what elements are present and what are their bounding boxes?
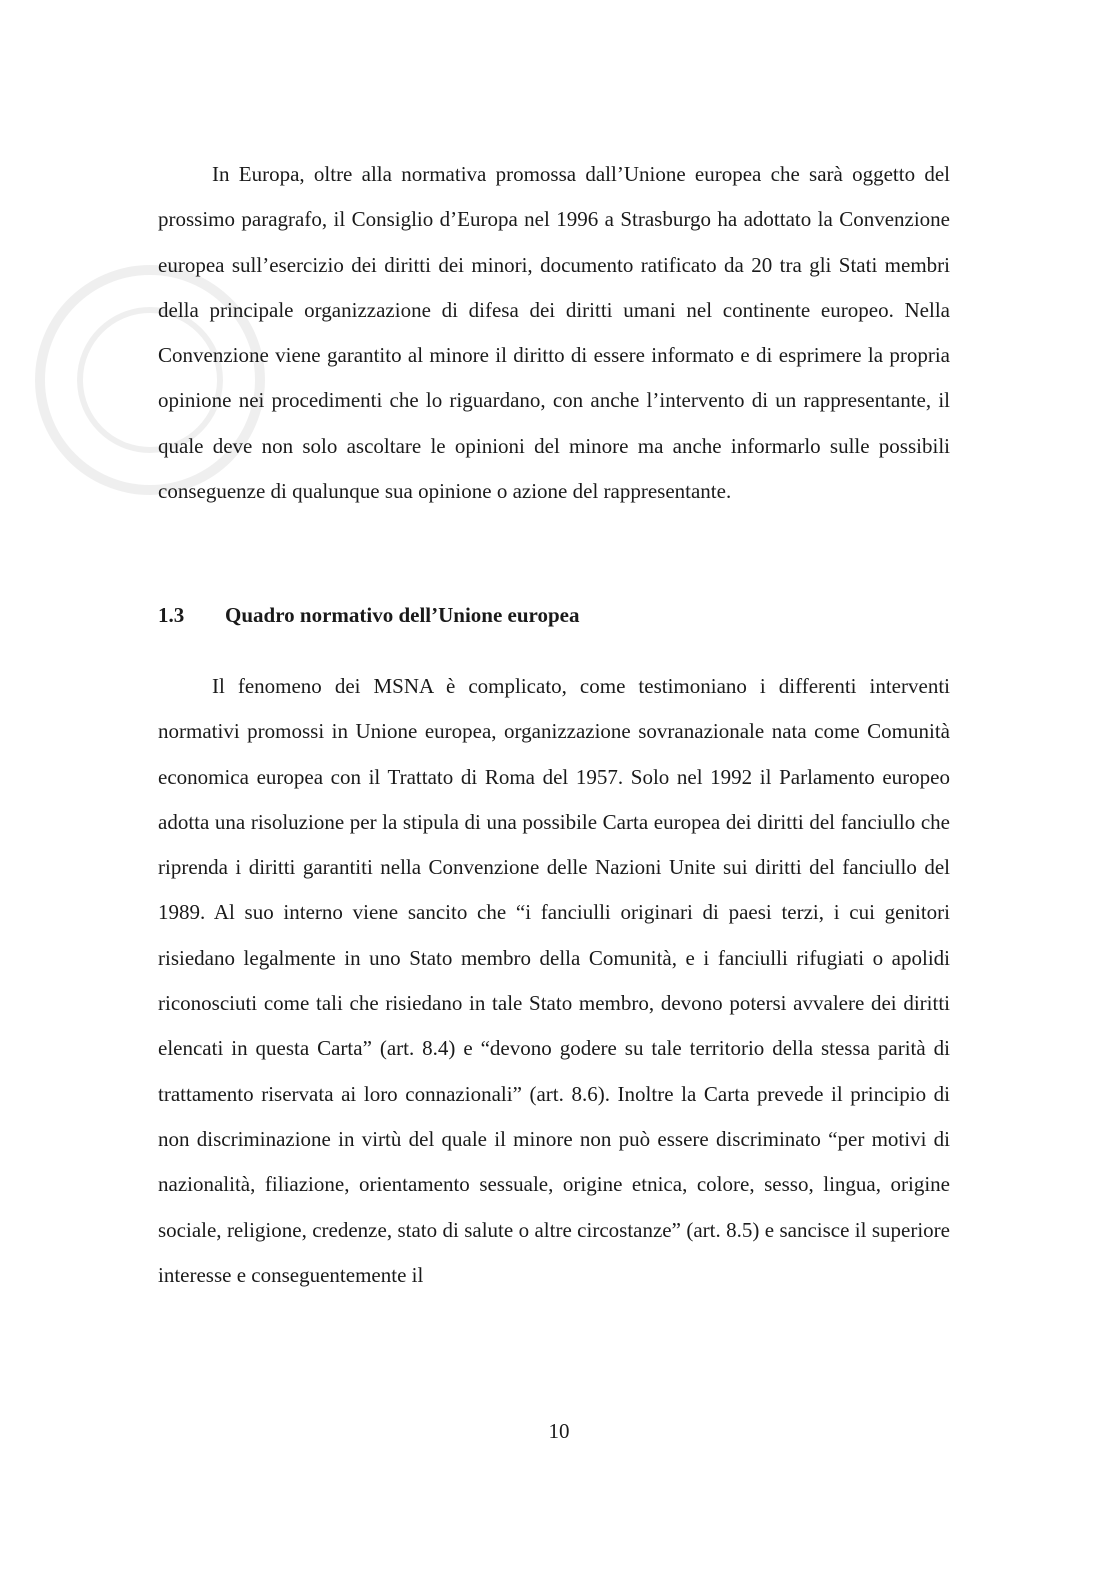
section-heading xyxy=(158,598,950,632)
paragraph-text: In Europa, oltre alla normativa promossa dall’Unione europea che sarà oggetto del prossimo paragrafo, il Consiglio d’Europa nel 1996 a Strasburgo ha adottato la Convenzione europea sull’esercizio dei diritti dei minori, documento ratificato da 20 tra gli Stati membri della principale organizzazione di difesa dei diritti umani nel continente europeo. Nella Convenzione viene garantito al minore il diritto di essere informato e di esprimere la propria opinione nei procedimenti che lo riguardano, con anche l’intervento di un rappresentante, il quale deve non solo ascoltare le opinioni del minore ma anche informarlo sulle possibili conseguenze di qualunque sua opinione o azione del rappresentante. xyxy=(158,162,950,504)
section-number: 1.3 xyxy=(158,603,185,627)
body-paragraph-2 xyxy=(158,664,950,1298)
paragraph-text: Il fenomeno dei MSNA è complicato, come testimoniano i differenti interventi normativi promossi in Unione europea, organizzazione sovranazionale nata come Comunità economica europea con il Trattato di Roma del 1957. Solo nel 1992 il Parlamento europeo adotta una risoluzione per la stipula di una possibile Carta europea dei diritti del fanciullo che riprenda i diritti garantiti nella Convenzione delle Nazioni Unite sui diritti del fanciullo del 1989. Al suo interno viene sancito che “i fanciulli originari di paesi terzi, i cui genitori risiedano legalmente in uno Stato membro della Comunità, e i fanciulli rifugiati o apolidi riconosciuti come tali che risiedano in tale Stato membro, devono potersi avvalere dei diritti elencati in questa Carta” (art. 8.4) e “devono godere su tale territorio della stessa parità di trattamento riservata ai loro connazionali” (art. 8.6). Inoltre la Carta prevede il principio di non discriminazione in virtù del quale il minore non può essere discriminato “per motivi di nazionalità, filiazione, orientamento sessuale, origine etnica, colore, sesso, lingua, origine sociale, religione, credenze, stato di salute o altre circostanze” (art. 8.5) e sancisce il superiore interesse e conseguentemente il xyxy=(158,674,950,1287)
page-number: 10 xyxy=(548,1419,570,1443)
section-title: Quadro normativo dell’Unione europea xyxy=(225,603,580,627)
body-paragraph-1 xyxy=(158,152,950,514)
